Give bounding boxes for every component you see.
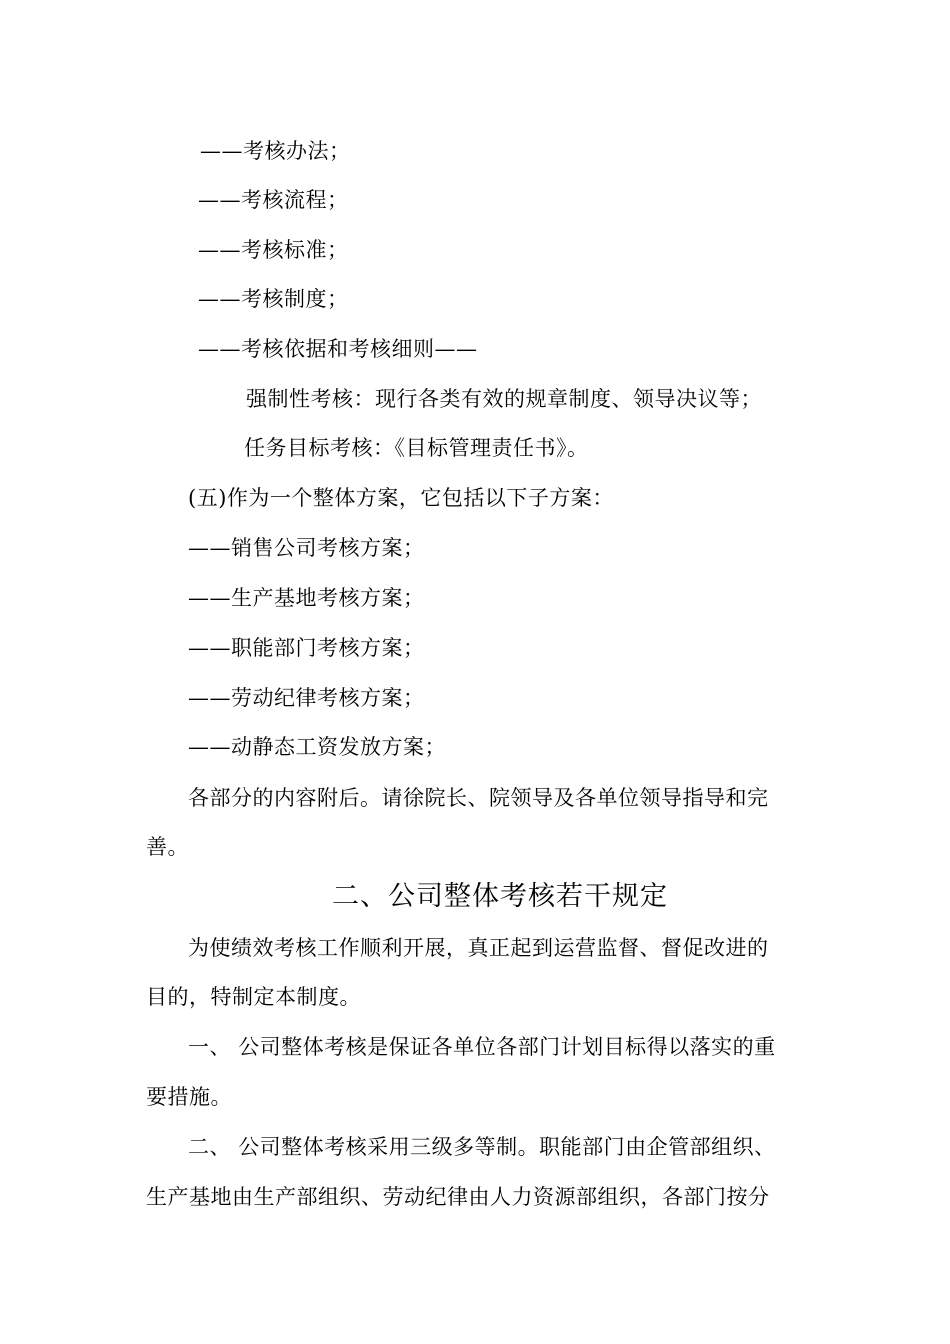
list-item-assessment-basis: ——考核依据和考核细则—— xyxy=(198,337,478,361)
list-item-wage-plan: ——动静态工资发放方案； xyxy=(188,735,446,759)
list-item-functional-plan: ——职能部门考核方案； xyxy=(188,636,425,660)
paragraph-sub-plans-intro: (五)作为一个整体方案，它包括以下子方案： xyxy=(188,486,614,510)
clause-two-line-2: 生产基地由生产部组织、劳动纪律由人力资源部组织，各部门按分 xyxy=(146,1185,770,1209)
paragraph-appendix-line-1: 各部分的内容附后。请徐院长、院领导及各单位领导指导和完 xyxy=(188,786,769,810)
clause-one-line-1: 一、 公司整体考核是保证各单位各部门计划目标得以落实的重 xyxy=(188,1035,776,1059)
list-item-assessment-process: ——考核流程； xyxy=(198,188,349,212)
list-item-assessment-system: ——考核制度； xyxy=(198,287,349,311)
paragraph-purpose-line-1: 为使绩效考核工作顺利开展，真正起到运营监督、督促改进的 xyxy=(188,936,769,960)
list-item-assessment-method: ——考核办法； xyxy=(200,139,351,163)
list-item-target-assessment: 任务目标考核：《目标管理责任书》。 xyxy=(244,436,589,460)
list-item-mandatory-assessment: 强制性考核：现行各类有效的规章制度、领导决议等； xyxy=(246,387,762,411)
paragraph-purpose-line-2: 目的，特制定本制度。 xyxy=(146,985,361,1009)
paragraph-appendix-line-2: 善。 xyxy=(146,835,189,859)
list-item-assessment-standard: ——考核标准； xyxy=(198,238,349,262)
list-item-production-plan: ——生产基地考核方案； xyxy=(188,586,425,610)
clause-one-line-2: 要措施。 xyxy=(146,1085,232,1109)
list-item-sales-plan: ——销售公司考核方案； xyxy=(188,536,425,560)
list-item-discipline-plan: ——劳动纪律考核方案； xyxy=(188,686,425,710)
clause-two-line-1: 二、 公司整体考核采用三级多等制。职能部门由企管部组织、 xyxy=(188,1135,776,1159)
section-heading: 二、公司整体考核若干规定 xyxy=(332,881,668,912)
